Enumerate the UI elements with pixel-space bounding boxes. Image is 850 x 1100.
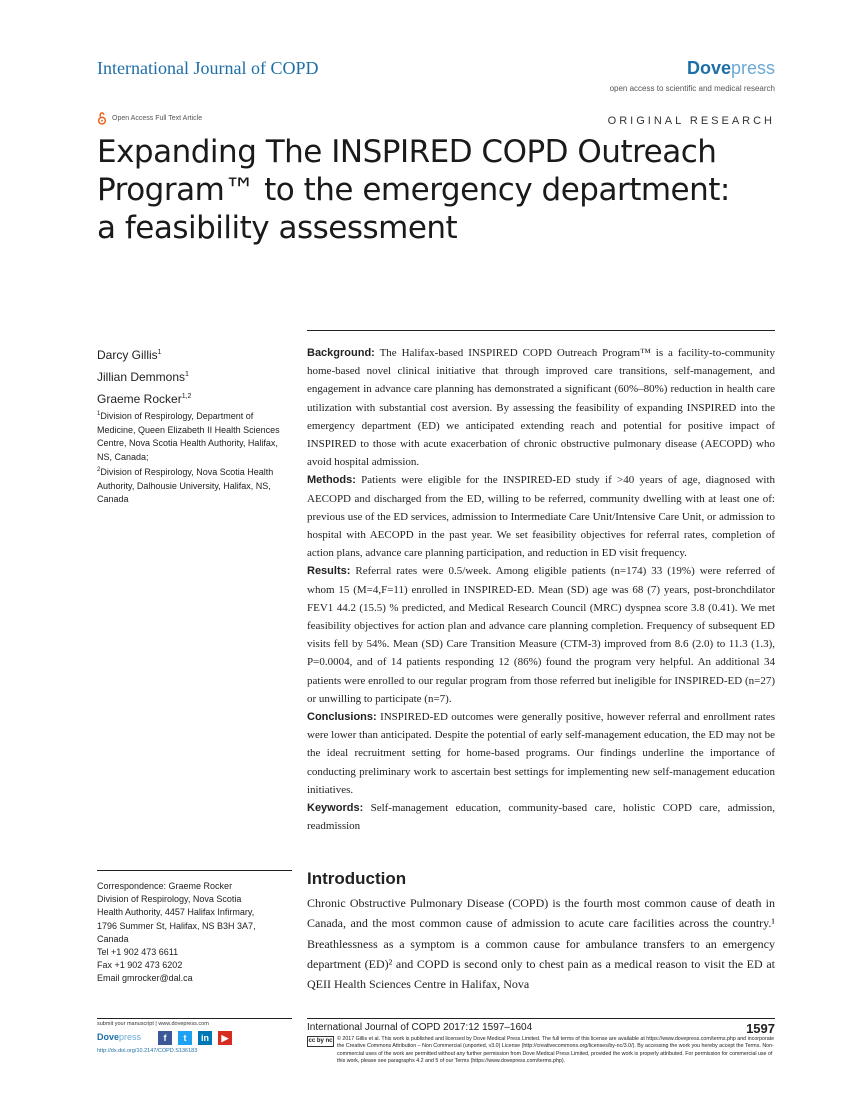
author: Jillian Demmons$^1$ — [97, 370, 189, 384]
correspondence-line: Fax +1 902 473 6202 — [97, 960, 183, 971]
linkedin-icon[interactable]: in — [198, 1031, 212, 1045]
footer-rule-right — [307, 1018, 775, 1019]
abstract-top-rule — [307, 330, 775, 331]
article-type: ORIGINAL RESEARCH — [607, 115, 775, 127]
social-links — [158, 1031, 232, 1045]
license-text: © 2017 Gillis et al. This work is published and licensed by Dove Medical Press Limited. The full terms of this license are available at https://www.dovepress.com/terms.php and incorporate the Creative Commons Attribution – Non Commercial (unported, v3.0) License (http://creativecommons.org/licenses/by-nc/3.0/). By accessing the work you hereby accept the Terms. Non-commercial uses of the work are permitted without any further permission from Dove Medical Press Limited, provided the work is properly attributed. For permission for commercial use of this work, please see paragraphs 4.2 and 5 of our Terms (https://www.dovepress.com/terms.php). — [337, 1036, 775, 1065]
correspondence-line: Tel +1 902 473 6611 — [97, 947, 179, 958]
correspondence-line: Correspondence: Graeme Rocker — [97, 881, 233, 891]
abstract — [307, 344, 775, 835]
abstract-results: Results: Referral rates were 0.5/week. Among eligible patients (n=174) 33 (19%) were referred of whom 15 (M=4,F=11) enrolled in INSPIRED-ED. Mean (SD) age was 68 (7) years, post-bronchdilator FEV1 44.2 (15.5) % predicted, and Medical Research Council (MRC) dyspnea score 3.8 (0.41). We met feasibility objectives for action plan and advance care planning completion. Frequency of subsequent ED visits fell by 54%. Mean (SD) Care Transition Measure (CTM-3) improved from 8.6 (2.0) to 11.3 (1.3), P=0.0004, and of 14 patients responding 12 (86%) found the program very helpful. An additional 34 patients were enrolled to our regular program from those referred but ineligible for INSPIRED-ED (n=27) or unwilling to participate (n=7). — [307, 565, 775, 705]
creative-commons-badge[interactable]: cc by nc — [307, 1036, 334, 1047]
author: Darcy Gillis$^1$ — [97, 348, 162, 362]
journal-title: International Journal of COPD — [97, 58, 319, 78]
correspondence-email[interactable]: Email gmrocker@dal.ca — [97, 973, 193, 984]
submit-manuscript-link[interactable]: submit your manuscript | www.dovepress.com — [97, 1021, 209, 1027]
author: Graeme Rocker$^{1,2}$ — [97, 392, 192, 406]
page-number: 1597 — [746, 1021, 775, 1036]
abstract-background: Background: The Halifax-based INSPIRED COPD Outreach Program™ is a facility-to-community home-based novel clinical initiative that through improved care transitions, self-management, and engagement in advance care planning has demonstrated a significant (60%–80%) reduction in health care utilization with substantial cost aversion. By assessing the feasibility of expanding INSPIRED into the emergency department (ED) we anticipated extending reach and potential for positive impact of INSPIRED to those with acute exacerbation of chronic obstructive pulmonary disease (AECOPD) who avoid hospital admission. — [307, 347, 775, 469]
correspondence-line: Division of Respirology, Nova Scotia — [97, 894, 242, 905]
title-line: Program™ to the emergency department: — [97, 172, 730, 208]
facebook-icon[interactable]: f — [158, 1031, 172, 1045]
abstract-conclusions: Conclusions: INSPIRED-ED outcomes were generally positive, however referral and enrollment rates were lower than anticipated. Despite the potential of early self-management education, the ED may not be the ideal recruitment setting for home-based programs. Our findings underline the importance of conducting preliminary work to ascertain best settings for implementing new self-management education initiatives. — [307, 711, 775, 796]
footer-publisher-logo[interactable]: Dovepress — [97, 1032, 142, 1042]
open-access-badge — [97, 112, 202, 125]
affiliation: Division of Respirology, Department of Medicine, Queen Elizabeth II Health Sciences Centre, Nova Scotia Health Authority, Halifax, NS, Canada; — [97, 411, 280, 462]
title-line: Expanding The INSPIRED COPD Outreach — [97, 134, 717, 170]
open-access-label: Open Access Full Text Article — [112, 115, 203, 122]
doi-link[interactable]: http://dx.doi.org/10.2147/COPD.S136183 — [97, 1048, 198, 1054]
twitter-icon[interactable]: t — [178, 1031, 192, 1045]
correspondence-line: Canada — [97, 933, 129, 944]
publisher-press: press — [730, 58, 775, 78]
author-list — [97, 343, 191, 409]
correspondence — [97, 880, 292, 986]
publisher-dove: Dove — [686, 58, 731, 78]
introduction-heading: Introduction — [307, 869, 407, 888]
abstract-methods: Methods: Patients were eligible for the INSPIRED-ED study if >40 years of age, diagnosed with AECOPD and discharged from the ED, willing to be referred, community dwelling with at least one of: previous use of the ED services, admission to Intermediate Care Unit/Intensive Care Unit, or admission to hospital with AECOPD in the past year. We set feasibility objectives for referral rates, completion of action plans, advance care planning participation, and reduction in ED visit frequency. — [307, 474, 776, 560]
affiliation: Division of Respirology, Nova Scotia Health Authority, Dalhousie University, Halifax, NS, Canada — [97, 467, 274, 504]
affiliations: $^1$Division of Respirology, Department of Medicine, Queen Elizabeth II Health Sciences Centre, Nova Scotia Health Authority, Halifax, NS, Canada; $^2$Division of Respirology, Nova Scotia Health Authority, Dalhousie University, Halifax, NS, Canada — [97, 411, 280, 504]
journal-citation: International Journal of COPD 2017:12 1597–1604 — [307, 1022, 533, 1033]
introduction-text: Chronic Obstructive Pulmonary Disease (COPD) is the fourth most common cause of death in Canada, and the most common cause of admission to acute care facilities across the country.¹ Breathlessness as a symptom is a common cause for ambulance transfers to an emergency department (ED)² and COPD is second only to chest pain as a medical reason to visit the ED at QEII Health Sciences Centre in Halifax, Nova — [307, 896, 775, 992]
publisher-tagline: open access to scientific and medical research — [609, 84, 775, 93]
correspondence-line: 1796 Summer St, Halifax, NS B3H 3A7, — [97, 920, 256, 931]
publisher-logo[interactable] — [687, 58, 775, 79]
footer-rule-left — [97, 1018, 292, 1019]
article-title — [97, 133, 737, 247]
title-line: a feasibility assessment — [97, 210, 458, 246]
correspondence-line: Health Authority, 4457 Halifax Infirmary, — [97, 907, 255, 918]
youtube-icon[interactable]: ▶ — [218, 1031, 232, 1045]
correspondence-rule — [97, 870, 292, 871]
open-access-lock-icon — [97, 112, 107, 125]
abstract-keywords: Keywords: Self-management education, community-based care, holistic COPD care, admission, readmission — [307, 802, 775, 833]
